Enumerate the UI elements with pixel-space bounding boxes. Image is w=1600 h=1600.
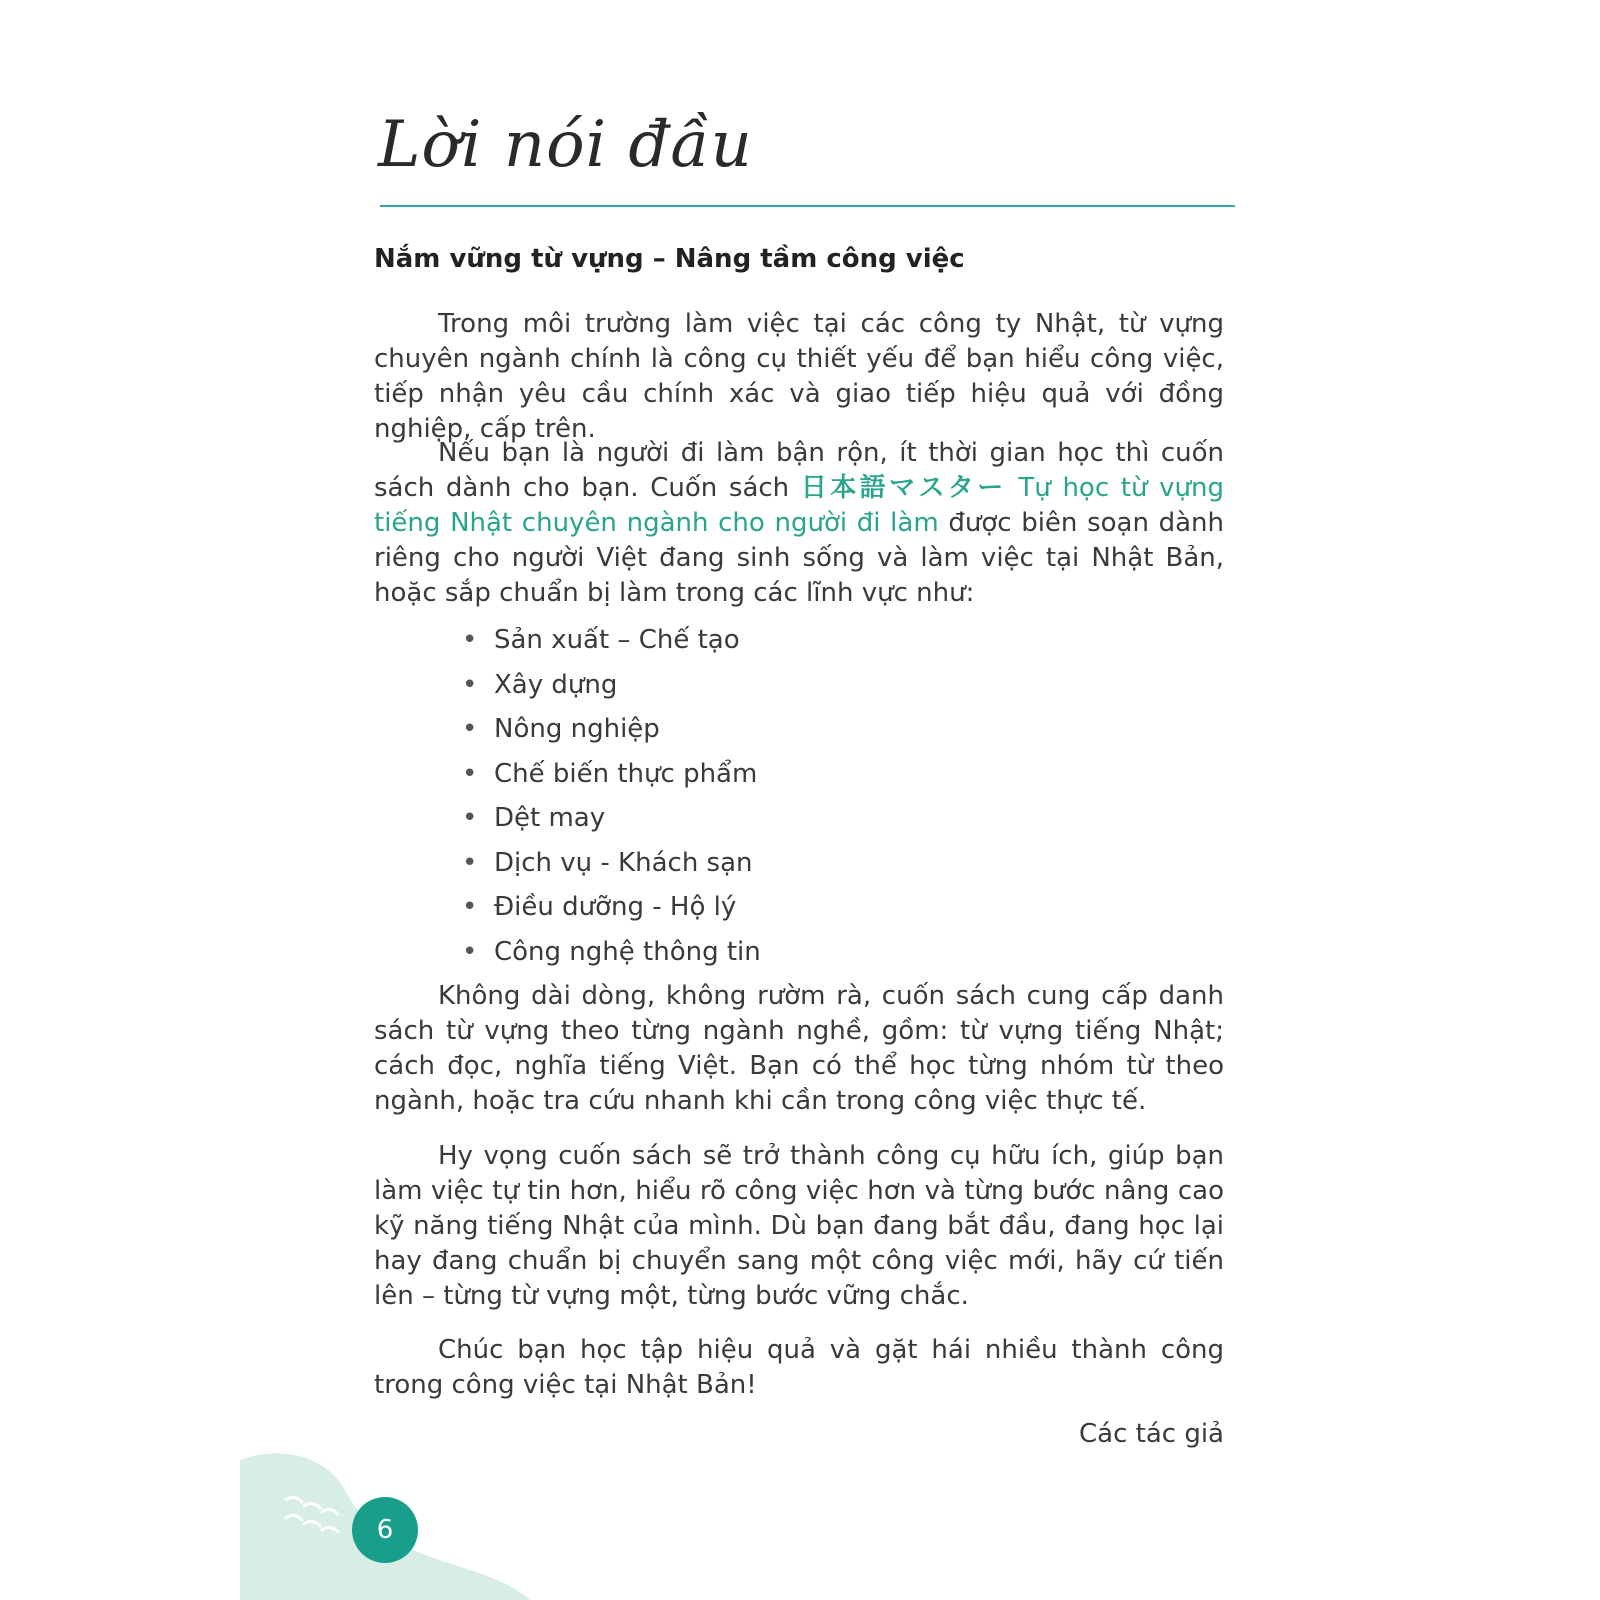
list-item xyxy=(462,712,761,757)
book-title: Tự học từ vựng tiếng Nhật chuyên ngành cho người đi làm xyxy=(374,473,1224,538)
list-item-label: Xây dựng xyxy=(494,669,618,700)
list-item xyxy=(462,801,761,846)
bullet-icon: • xyxy=(462,892,478,922)
bullet-icon: • xyxy=(462,803,478,833)
list-item xyxy=(462,623,761,668)
list-item-label: Công nghệ thông tin xyxy=(494,936,761,967)
list-item xyxy=(462,668,761,713)
audience-text-start: Nếu bạn là người đi làm bận rộn, ít thời gian học thì cuốn sách dành cho bạn. Cuốn sách xyxy=(374,438,1224,503)
bullet-icon: • xyxy=(462,714,478,744)
list-item xyxy=(462,757,761,802)
bullet-icon: • xyxy=(462,669,478,700)
bullet-icon: • xyxy=(462,758,478,789)
list-item-label: Nông nghiệp xyxy=(494,714,660,744)
closing-paragraph: Chúc bạn học tập hiệu quả và gặt hái nhiều thành công trong công việc tại Nhật Bản! xyxy=(374,1335,1224,1400)
list-item xyxy=(462,846,761,891)
list-item-label: Sản xuất – Chế tạo xyxy=(494,625,740,655)
section-subtitle: Nắm vững từ vựng – Nâng tầm công việc xyxy=(374,244,965,274)
bullet-icon: • xyxy=(462,936,478,967)
title-divider xyxy=(380,205,1235,207)
audience-text-end: được biên soạn dành riêng cho người Việt đang sinh sống và làm việc tại Nhật Bản, hoặc sắp chuẩn bị làm trong các lĩnh vực như: xyxy=(374,508,1225,608)
fields-list xyxy=(462,623,761,979)
bullet-icon: • xyxy=(462,625,478,655)
list-item-label: Dịch vụ - Khách sạn xyxy=(494,847,753,878)
page-number-badge: 6 xyxy=(352,1497,418,1563)
bullet-icon: • xyxy=(462,847,478,878)
signature: Các tác giả xyxy=(1079,1419,1224,1449)
audience-paragraph xyxy=(374,436,1224,611)
hope-paragraph: Hy vọng cuốn sách sẽ trở thành công cụ hữu ích, giúp bạn làm việc tự tin hơn, hiểu rõ công việc hơn và từng bước nâng cao kỹ năng tiếng Nhật của mình. Dù bạn đang bắt đầu, đang học lại hay đang chuẩn bị chuyển sang một công việc mới, hãy cứ tiến lên – từng từ vựng một, từng bước vững chắc. xyxy=(374,1141,1224,1311)
page-title: Lời nói đầu xyxy=(378,108,753,182)
list-item xyxy=(462,935,761,980)
content-paragraph: Không dài dòng, không rườm rà, cuốn sách cung cấp danh sách từ vựng theo từng ngành nghề, gồm: từ vựng tiếng Nhật; cách đọc, nghĩa tiếng Việt. Bạn có thể học từng nhóm từ theo ngành, hoặc tra cứu nhanh khi cần trong công việc thực tế. xyxy=(374,981,1224,1116)
list-item-label: Dệt may xyxy=(494,803,606,833)
list-item xyxy=(462,890,761,935)
list-item-label: Điều dưỡng - Hộ lý xyxy=(494,892,737,922)
list-item-label: Chế biến thực phẩm xyxy=(494,758,758,789)
intro-paragraph: Trong môi trường làm việc tại các công ty Nhật, từ vựng chuyên ngành chính là công cụ thiết yếu để bạn hiểu công việc, tiếp nhận yêu cầu chính xác và giao tiếp hiệu quả với đồng nghiệp, cấp trên. xyxy=(374,309,1224,444)
brand-name: 日本語マスター xyxy=(800,473,1007,503)
